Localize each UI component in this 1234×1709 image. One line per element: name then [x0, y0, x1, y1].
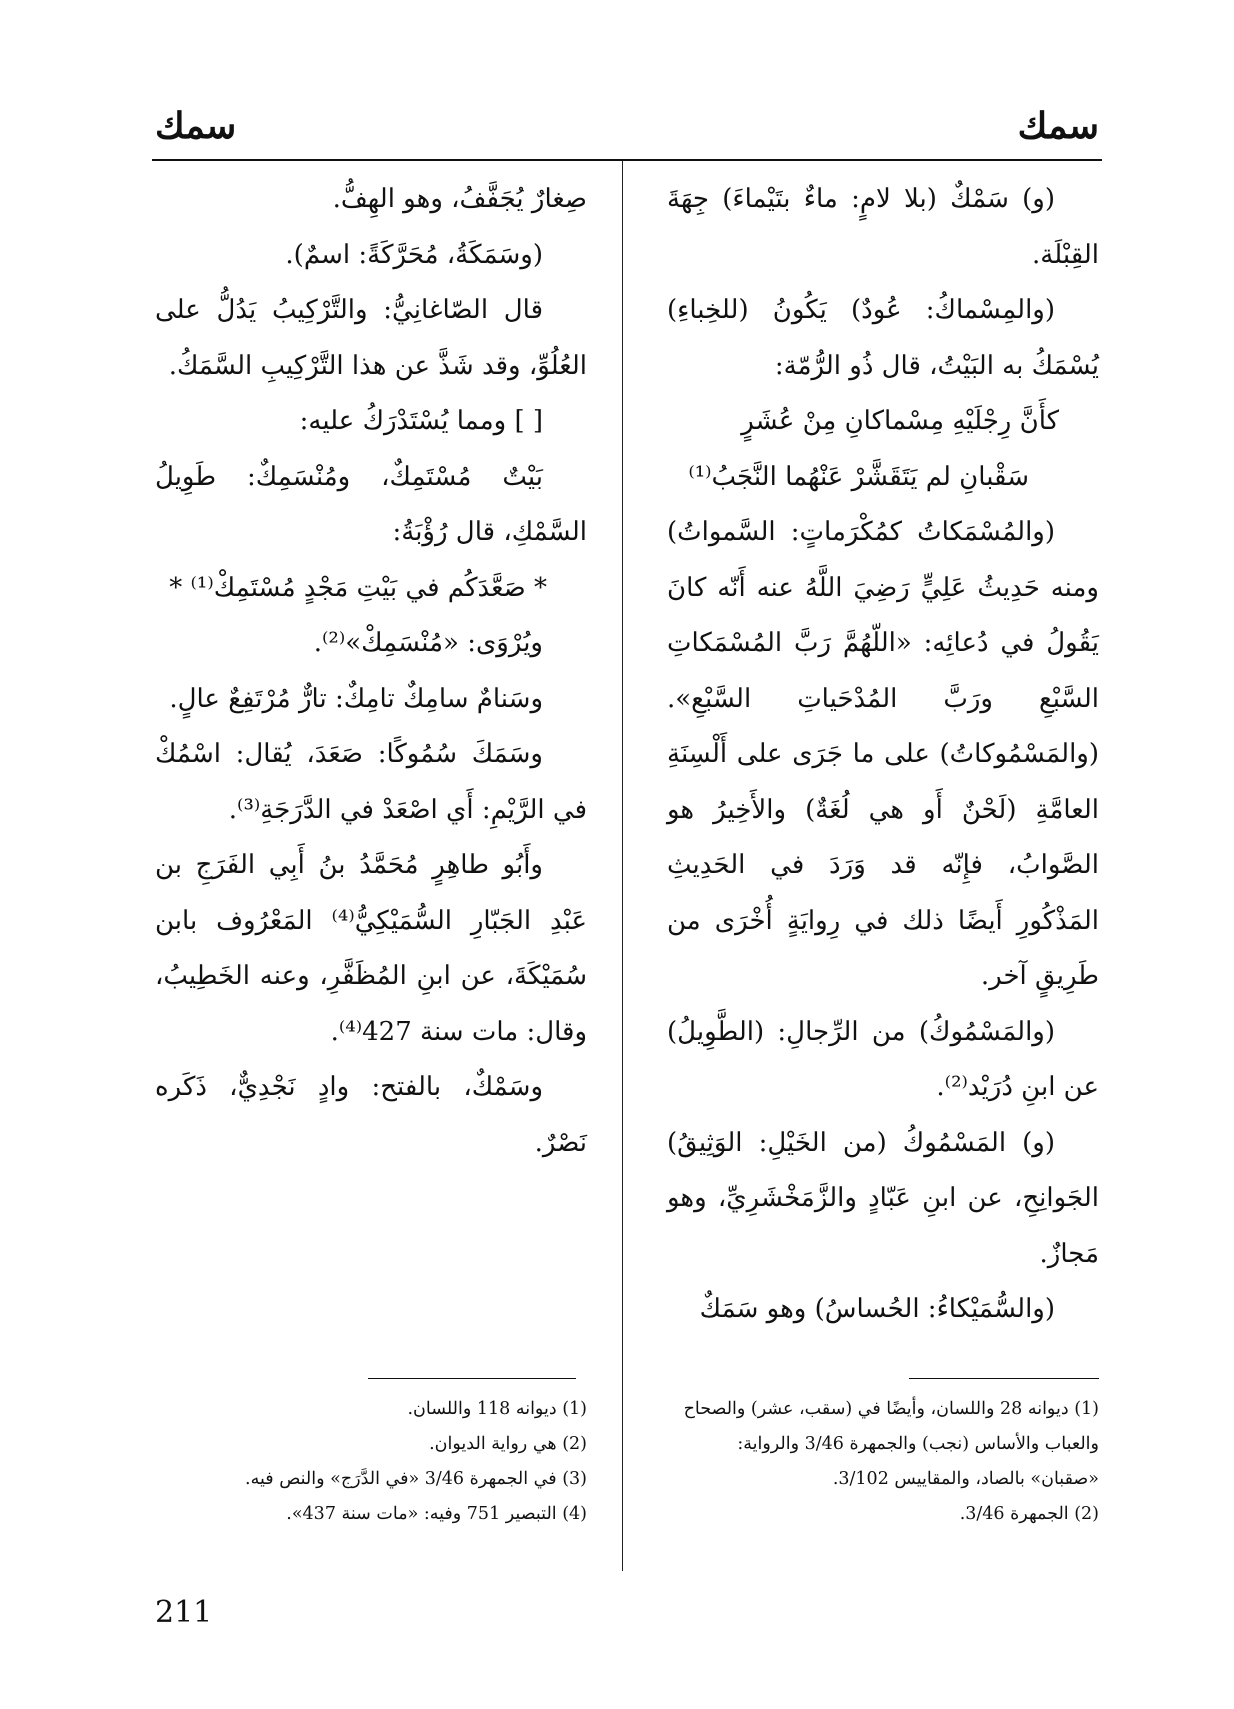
paragraph: (والمِسْماكُ: عُودٌ) يَكُونُ (للخِباءِ) يُسْمَكُ به البَيْتُ، قال ذُو الرُّمّة: [667, 295, 1099, 381]
paragraph: بَيْتٌ مُسْتَمِكٌ، ومُنْسَمِكٌ: طَوِيلُ السَّمْكِ، قال رُؤْبَةُ: [155, 461, 587, 547]
paragraph: وسَمَكَ سُمُوكًا: صَعَدَ، يُقال: اسْمُكْ في الرَّيْمِ: أَي اصْعَدْ في الدَّرَجَةِ⁽³⁾. [155, 739, 587, 825]
footnotes-left [155, 1392, 587, 1532]
paragraph: (والمُسْمَكاتُ كمُكْرَماتٍ: السَّمواتُ) ومنه حَدِيثُ عَلِيٍّ رَضِيَ اللَّهُ عنه أَنّه كانَ يَقُولُ في دُعائِه: «اللّهُمَّ رَبَّ المُسْمَكاتِ السَّبْعِ ورَبَّ المُدْحَياتِ السَّبْعِ». (والمَسْمُوكاتُ) على ما جَرَى على أَلْسِنَةِ العامَّةِ (لَحْنٌ أَو هي لُغَةٌ) والأَخِيرُ هو الصَّوابُ، فإِنّه قد وَرَدَ في الحَدِيثِ المَذْكُورِ أَيضًا ذلك في رِوايَةٍ أُخْرَى من طَرِيقٍ آخر. [667, 517, 1099, 991]
footnote: (2) الجمهرة 3/46. [959, 1504, 1099, 1524]
paragraph: وأَبُو طاهِرٍ مُحَمَّدُ بنُ أَبِي الفَرَجِ بن عَبْدِ الجَبّارِ السُّمَيْكِيُّ⁽⁴⁾ المَعْرُوف بابن سُمَيْكَةَ، عن ابنِ المُظَفَّرِ، وعنه الخَطِيبُ، وقال: مات سنة 427⁽⁴⁾. [155, 850, 587, 1047]
footnote: (1) ديوانه 28 واللسان، وأيضًا في (سقب، عشر) والصحاح والعباب والأساس (نجب) والجمهرة 3/46 والرواية: «صقبان» بالصاد، والمقاييس 3/102. [683, 1399, 1099, 1489]
paragraph: (والمَسْمُوكُ) من الرِّجالِ: (الطَّوِيلُ) عن ابنِ دُرَيْد⁽²⁾. [667, 1016, 1099, 1102]
footnote-rule-right [909, 1378, 1099, 1379]
paragraph: (و) سَمْكٌ (بلا لامٍ: ماءٌ بتَيْماءَ) جِهَةَ القِبْلَة. [667, 184, 1099, 270]
footnotes-right [667, 1392, 1099, 1532]
paragraph: (و) المَسْمُوكُ (من الخَيْلِ: الوَثِيقُ) الجَوانِحِ، عن ابنِ عَبّادٍ والزَّمَخْشَرِيِّ، وهو مَجازٌ. [667, 1127, 1099, 1269]
running-header-left: سمك [155, 105, 237, 147]
left-column [155, 172, 587, 1171]
footnote: (2) هي رواية الديوان. [429, 1434, 587, 1454]
paragraph: قال الصّاغانِيُّ: والتَّرْكِيبُ يَدُلُّ على العُلُوِّ، وقد شَذَّ عن هذا التَّرْكِيبِ السَّمَكُ. [155, 295, 587, 381]
paragraph: (والسُّمَيْكاءُ: الحُساسُ) وهو سَمَكٌ [699, 1294, 1055, 1324]
column-separator [622, 161, 623, 1571]
paragraph: (وسَمَكَةُ، مُحَرَّكَةً: اسمٌ). [285, 239, 543, 270]
footnote: (4) التبصير 751 وفيه: «مات سنة 437». [286, 1504, 587, 1524]
verse-line: * صَعَّدَكُم في بَيْتِ مَجْدٍ مُسْتَمِكْ⁽¹⁾ * [169, 572, 547, 603]
running-header-right: سمك [1017, 105, 1099, 147]
paragraph: ويُرْوَى: «مُنْسَمِكْ»⁽²⁾. [313, 628, 543, 658]
footnote-rule-left [368, 1378, 576, 1379]
header-rule [152, 159, 1102, 161]
paragraph: وسَمْكٌ، بالفتح: وادٍ نَجْدِيٌّ، ذَكَره نَصْرٌ. [155, 1072, 587, 1158]
paragraph: [ ] ومما يُسْتَدْرَكُ عليه: [299, 406, 543, 436]
paragraph: صِغارٌ يُجَفَّفُ، وهو الهِفُّ. [332, 184, 587, 214]
verse-line: كأَنَّ رِجْلَيْهِ مِسْماكانِ مِنْ عُشَرٍ [741, 406, 1059, 436]
footnote: (1) ديوانه 118 واللسان. [407, 1399, 587, 1419]
page-number: 211 [155, 1595, 213, 1630]
paragraph: وسَنامٌ سامِكٌ تامِكٌ: تارٌّ مُرْتَفِعٌ عالٍ. [169, 683, 543, 714]
footnote: (3) في الجمهرة 3/46 «في الدَّرَج» والنص فيه. [245, 1469, 587, 1489]
verse-line: سَقْبانِ لم يَتَقَشَّرْ عَنْهُما النَّجَبُ⁽¹⁾ [688, 461, 1029, 492]
right-column [667, 172, 1099, 1338]
